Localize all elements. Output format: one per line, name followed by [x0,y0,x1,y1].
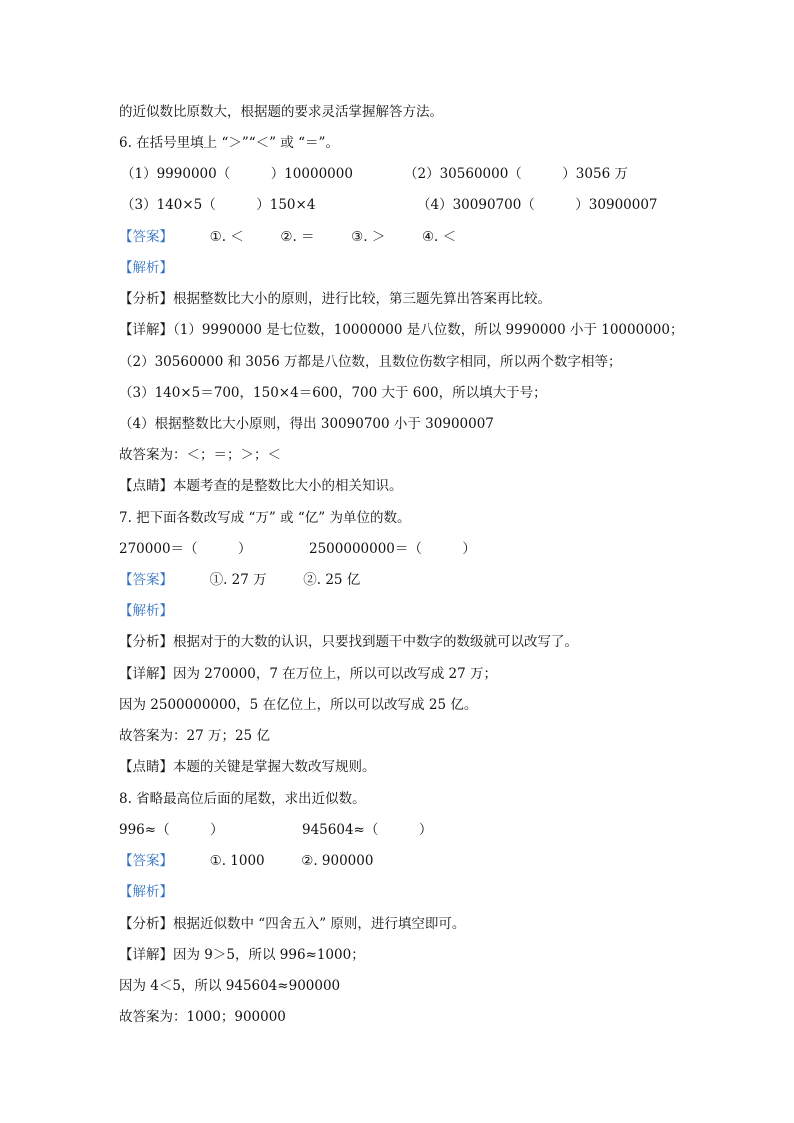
q8-detail-1 [119,946,365,964]
q6-dianjing [119,477,403,495]
q8-item-1: 996≈（ ） [119,822,224,838]
q6-item-3: （3）140×5（ ）150×4 [121,197,316,213]
q6-analysis-label: 【解析】 [119,260,173,276]
q6-detail-3: （3）140×5＝700，150×4＝600，700 大于 600，所以填大于号； [119,385,547,401]
q8-analysis-label: 【解析】 [119,884,173,900]
answer-label: 【答案】 [119,572,173,588]
detail-text: 因为 270000，7 在万位上，所以可以改写成 27 万； [173,666,497,682]
dianjing-text: 本题考查的是整数比大小的相关知识。 [173,478,403,494]
answer-label: 【答案】 [119,229,173,245]
q8-answer-line [119,852,373,870]
detail-text: 因为 9＞5，所以 996≈1000； [173,947,365,963]
q6-answer-2: ②. ＝ [280,229,315,245]
q8-item-2: 945604≈（ ） [302,822,433,838]
q7-item-1: 270000＝（ ） [119,541,252,557]
q6-detail-4: （4）根据整数比大小原则，得出 30090700 小于 30900007 [119,416,494,432]
intro-line: 的近似数比原数大，根据题的要求灵活掌握解答方法。 [119,104,443,120]
q7-title: 7. 把下面各数改写成 “万” 或 “亿” 为单位的数。 [119,510,411,526]
q6-detail-2: （2）30560000 和 3056 万都是八位数，且数位伤数字相同，所以两个数字相等； [119,354,622,370]
q8-fenxi [119,915,465,933]
q6-final-answer: 故答案为：＜；＝；＞；＜ [119,447,281,463]
q8-answer-2: ②. 900000 [301,853,374,869]
q7-final-answer: 故答案为：27 万；25 亿 [119,728,270,744]
q7-answer-line [119,571,360,589]
q7-fenxi [119,633,578,651]
q7-answer-1: ①. 27 万 [209,572,267,588]
fenxi-text: 根据整数比大小的原则，进行比较，第三题先算出答案再比较。 [173,291,551,307]
dianjing-label: 【点睛】 [119,478,173,494]
dianjing-text: 本题的关键是掌握大数改写规则。 [173,759,376,775]
detail-text: （1）9990000 是七位数，10000000 是八位数，所以 9990000 小于 10000000； [173,322,684,338]
q7-dianjing [119,758,376,776]
q6-answer-line [119,228,456,246]
detail-label: 【详解】 [119,322,173,338]
q6-item-2: （2）30560000（ ）3056 万 [404,166,628,182]
q8-answer-1: ①. 1000 [209,853,265,869]
q6-answer-3: ③. ＞ [351,229,386,245]
q8-detail-2: 因为 4＜5，所以 945604≈900000 [119,978,341,994]
q6-fenxi [119,290,551,308]
fenxi-text: 根据对于的大数的认识，只要找到题干中数字的数级就可以改写了。 [173,634,578,650]
q7-detail-2: 因为 2500000000，5 在亿位上，所以可以改写成 25 亿。 [119,697,478,713]
q6-answer-4: ④. ＜ [421,229,457,245]
q6-item-1: （1）9990000（ ）10000000 [121,166,353,182]
q7-answer-2: ②. 25 亿 [303,572,361,588]
q8-title: 8. 省略最高位后面的尾数，求出近似数。 [119,791,366,807]
q7-analysis-label: 【解析】 [119,603,173,619]
fenxi-label: 【分析】 [119,916,173,932]
q6-title: 6. 在括号里填上 “＞”“＜” 或 “＝”。 [119,135,339,151]
fenxi-label: 【分析】 [119,634,173,650]
answer-label: 【答案】 [119,853,173,869]
dianjing-label: 【点睛】 [119,759,173,775]
q7-detail-1 [119,665,497,683]
q8-final-answer: 故答案为：1000；900000 [119,1009,286,1025]
detail-label: 【详解】 [119,666,173,682]
fenxi-text: 根据近似数中 “四舍五入” 原则，进行填空即可。 [173,916,466,932]
q6-item-4: （4）30090700（ ）30900007 [417,197,658,213]
q6-answer-1: ①. ＜ [209,229,244,245]
fenxi-label: 【分析】 [119,291,173,307]
q6-detail-1 [119,321,683,339]
q7-item-2: 2500000000＝（ ） [309,541,476,557]
detail-label: 【详解】 [119,947,173,963]
